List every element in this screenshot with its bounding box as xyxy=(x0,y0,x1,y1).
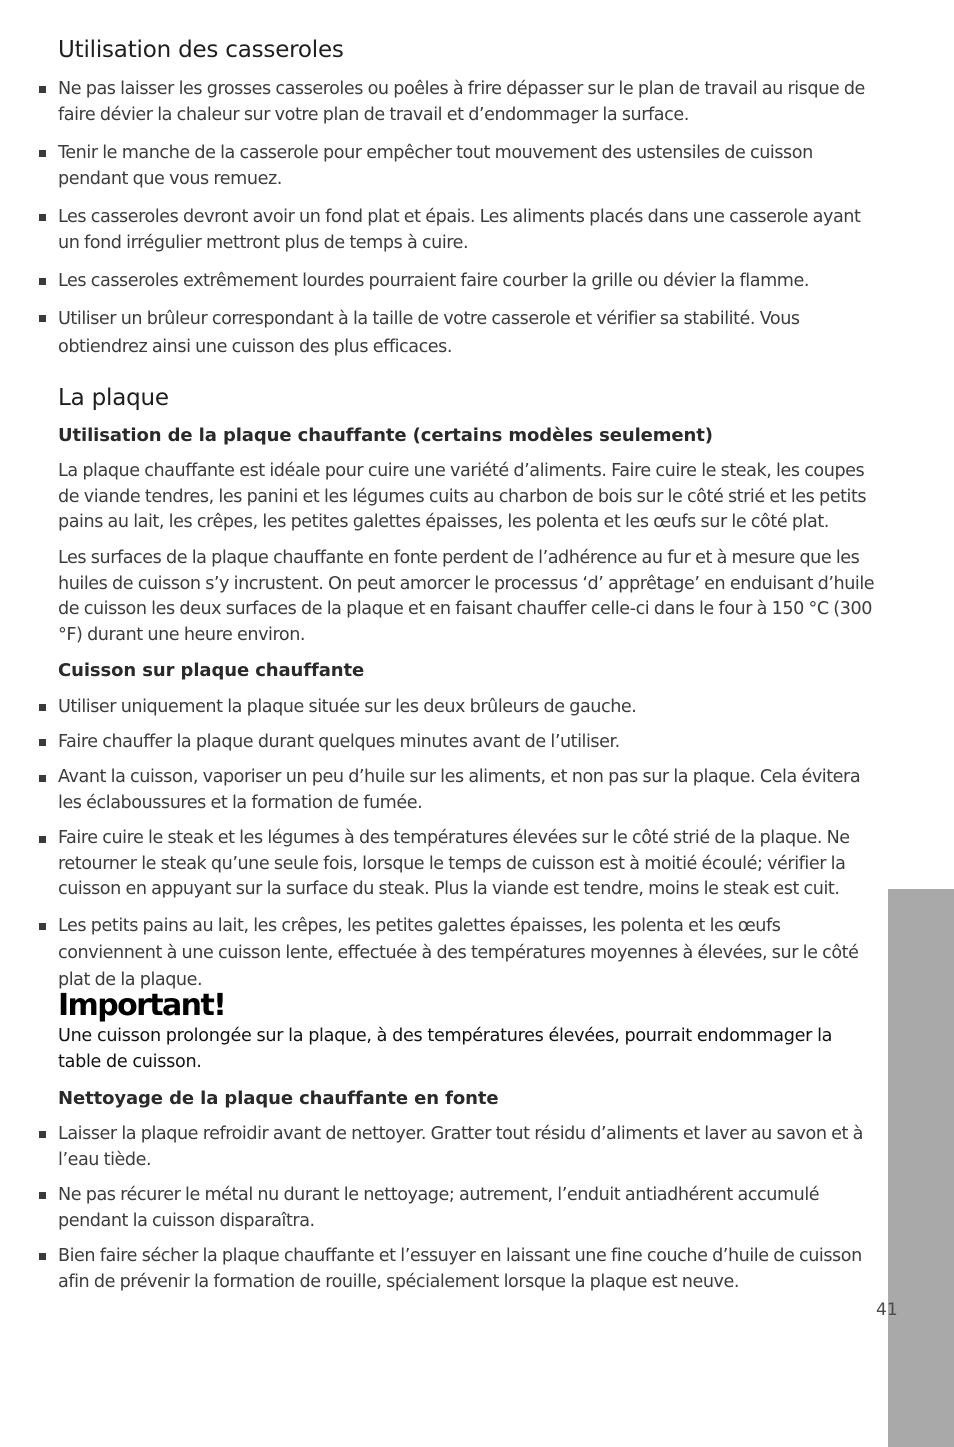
bullet-square-icon xyxy=(39,836,46,843)
bullet-square-icon xyxy=(39,704,46,711)
bullet-square-icon xyxy=(39,1131,46,1138)
list-item: Les petits pains au lait, les crêpes, les petites galettes épaisses, les polenta et les œufs conviennent à une cuisson lente, effectuée à des températures moyennes à élevées, sur le côté plat de la plaque. xyxy=(58,913,878,994)
bullet-square-icon xyxy=(39,739,46,746)
list-item: Bien faire sécher la plaque chauffante et l’essuyer en laissant une fine couche d’huile de cuisson afin de prévenir la formation de rouille, spécialement lorsque la plaque est neuve. xyxy=(58,1243,878,1295)
list-item: Ne pas récurer le métal nu durant le nettoyage; autrement, l’enduit antiadhérent accumulé pendant la cuisson disparaîtra. xyxy=(58,1182,878,1234)
important-text: Une cuisson prolongée sur la plaque, à des températures élevées, pourrait endommager la table de cuisson. xyxy=(58,1026,833,1072)
list-item: Les casseroles extrêmement lourdes pourraient faire courber la grille ou dévier la flamme. xyxy=(58,268,878,294)
section-title-casseroles: Utilisation des casseroles xyxy=(58,37,344,63)
side-section-tab xyxy=(888,889,954,1447)
bullet-square-icon xyxy=(39,315,46,322)
list-item: Tenir le manche de la casserole pour empêcher tout mouvement des ustensiles de cuisson pendant que vous remuez. xyxy=(58,140,878,192)
paragraph-intro: La plaque chauffante est idéale pour cuire une variété d’aliments. Faire cuire le steak, les coupes de viande tendres, les panini et les légumes cuits au charbon de bois sur le côté strié et les petits pains au lait, les crêpes, les petites galettes épaisses, les polenta et les œufs sur le côté plat. xyxy=(58,461,867,532)
bullet-square-icon xyxy=(39,1253,46,1260)
list-item: Laisser la plaque refroidir avant de nettoyer. Gratter tout résidu d’aliments et laver au savon et à l’eau tiède. xyxy=(58,1121,878,1173)
bullet-square-icon xyxy=(39,278,46,285)
paragraph-seasoning: Les surfaces de la plaque chauffante en fonte perdent de l’adhérence au fur et à mesure que les huiles de cuisson s’y incrustent. On peut amorcer le processus ‘d’ apprêtage’ en enduisant d’huile de cuisson les deux surfaces de la plaque et en faisant chauffer celle-ci dans le four à 150 °C (300 °F) durant une heure environ. xyxy=(58,548,875,645)
list-item: Utiliser uniquement la plaque située sur les deux brûleurs de gauche. xyxy=(58,694,878,720)
subsection-title-nettoyage: Nettoyage de la plaque chauffante en fonte xyxy=(58,1088,499,1109)
important-title: Important! xyxy=(58,988,226,1023)
page-number: 41 xyxy=(876,1300,898,1320)
list-item: Faire cuire le steak et les légumes à des températures élevées sur le côté strié de la plaque. Ne retourner le steak qu’une seule fois, lorsque le temps de cuisson est à moitié écoulé; vérifier la cuisson en appuyant sur la surface du steak. Plus la viande est tendre, moins le steak est cuit. xyxy=(58,826,878,903)
bullet-square-icon xyxy=(39,86,46,93)
list-item: Les casseroles devront avoir un fond plat et épais. Les aliments placés dans une casserole ayant un fond irrégulier mettront plus de temps à cuire. xyxy=(58,204,878,256)
subsection-title-utilisation: Utilisation de la plaque chauffante (certains modèles seulement) xyxy=(58,425,713,446)
subsection-title-cuisson: Cuisson sur plaque chauffante xyxy=(58,660,365,681)
list-item: Faire chauffer la plaque durant quelques minutes avant de l’utiliser. xyxy=(58,729,878,755)
list-item: Avant la cuisson, vaporiser un peu d’huile sur les aliments, et non pas sur la plaque. Cela évitera les éclaboussures et la formation de fumée. xyxy=(58,765,878,816)
list-item: Utiliser un brûleur correspondant à la taille de votre casserole et vérifier sa stabilité. Vous obtiendrez ainsi une cuisson des plus efficaces. xyxy=(58,305,878,361)
bullet-square-icon xyxy=(39,214,46,221)
bullet-square-icon xyxy=(39,923,46,930)
bullet-square-icon xyxy=(39,1192,46,1199)
section-title-plaque: La plaque xyxy=(58,385,169,411)
list-item: Ne pas laisser les grosses casseroles ou poêles à frire dépasser sur le plan de travail au risque de faire dévier la chaleur sur votre plan de travail et d’endommager la surface. xyxy=(58,76,878,128)
bullet-square-icon xyxy=(39,150,46,157)
bullet-square-icon xyxy=(39,775,46,782)
